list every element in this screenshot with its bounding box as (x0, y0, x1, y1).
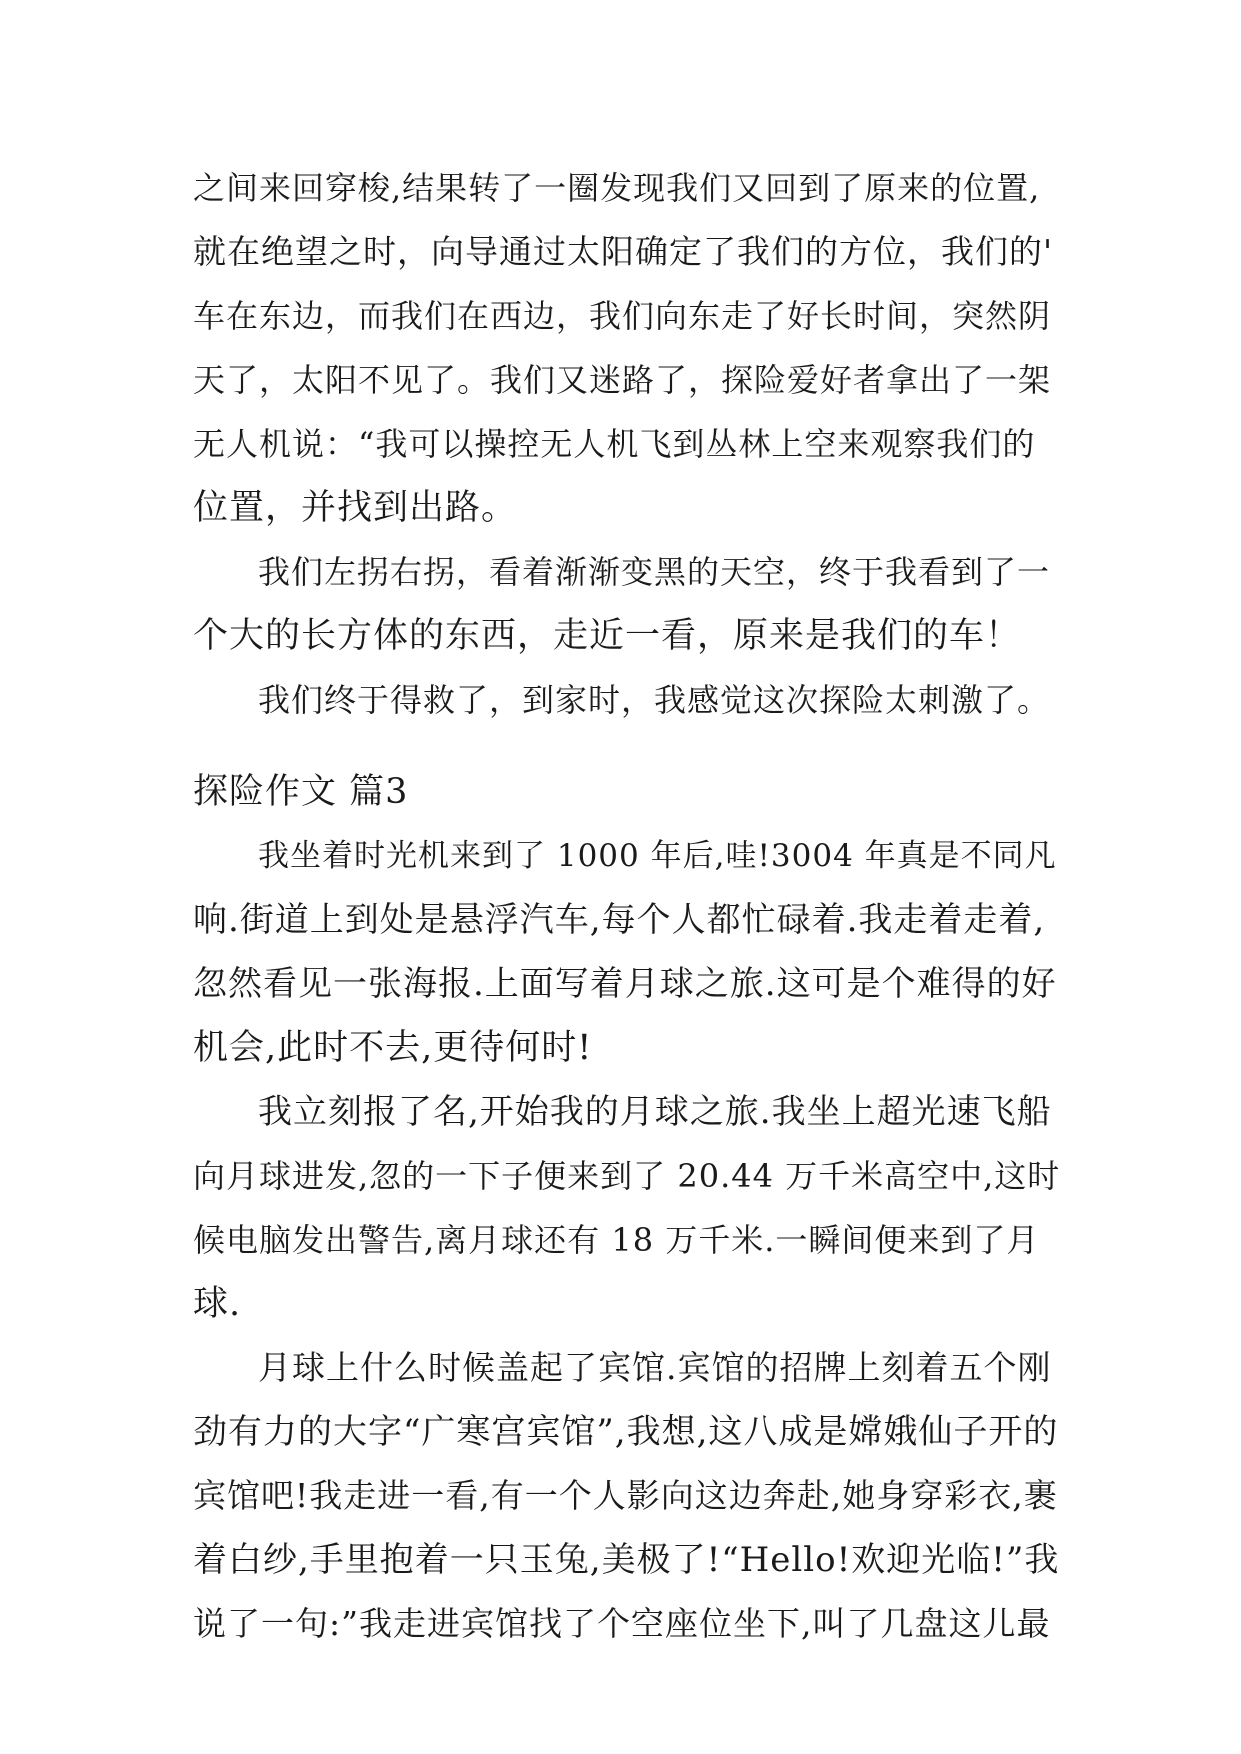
paragraph-line: 球. (193, 1284, 242, 1324)
paragraph-line: 我立刻报了名,开始我的月球之旅.我坐上超光速飞船 (258, 1092, 1052, 1132)
paragraph-line: 天了，太阳不见了。我们又迷路了，探险爱好者拿出了一架 (193, 361, 1052, 399)
paragraph-line: 响.街道上到处是悬浮汽车,每个人都忙碌着.我走着走着, (193, 900, 1046, 940)
paragraph-line: 无人机说：“我可以操控无人机飞到丛林上空来观察我们的 (193, 425, 1036, 463)
paragraph-line: 我坐着时光机来到了 1000 年后,哇!3004 年真是不同凡 (258, 838, 1057, 874)
paragraph-line: 候电脑发出警告,离月球还有 18 万千米.一瞬间便来到了月 (193, 1221, 1040, 1259)
paragraph-line: 之间来回穿梭,结果转了一圈发现我们又回到了原来的位置, (193, 169, 1041, 207)
paragraph-line: 说了一句:”我走进宾馆找了个空座位坐下,叫了几盘这儿最 (193, 1604, 1051, 1643)
paragraph-line: 个大的长方体的东西，走近一看，原来是我们的车！ (193, 616, 1022, 656)
paragraph-line: 就在绝望之时，向导通过太阳确定了我们的方位，我们的' (193, 232, 1054, 271)
paragraph-line: 我们终于得救了，到家时，我感觉这次探险太刺激了。 (258, 681, 1051, 719)
paragraph-line: 忽然看见一张海报.上面写着月球之旅.这可是个难得的好 (193, 964, 1057, 1004)
paragraph-line: 机会,此时不去,更待何时! (193, 1028, 593, 1068)
paragraph-line: 宾馆吧!我走进一看,有一个人影向这边奔赴,她身穿彩衣,裹 (193, 1476, 1058, 1515)
paragraph-line: 月球上什么时候盖起了宾馆.宾馆的招牌上刻着五个刚 (258, 1348, 1052, 1387)
paragraph-line: 车在东边，而我们在西边，我们向东走了好长时间，突然阴 (193, 297, 1052, 335)
paragraph-line: 劲有力的大字“广寒宫宾馆”,我想,这八成是嫦娥仙子开的 (193, 1412, 1059, 1452)
section-title: 探险作文 篇3 (193, 772, 409, 812)
paragraph-line: 我们左拐右拐，看着渐渐变黑的天空，终于我看到了一 (258, 553, 1051, 591)
paragraph-line: 向月球进发,忽的一下子便来到了 20.44 万千米高空中,这时 (193, 1157, 1061, 1195)
paragraph-line: 位置，并找到出路。 (193, 488, 518, 528)
paragraph-line: 着白纱,手里抱着一只玉兔,美极了!“Hello!欢迎光临!”我 (193, 1540, 1060, 1580)
